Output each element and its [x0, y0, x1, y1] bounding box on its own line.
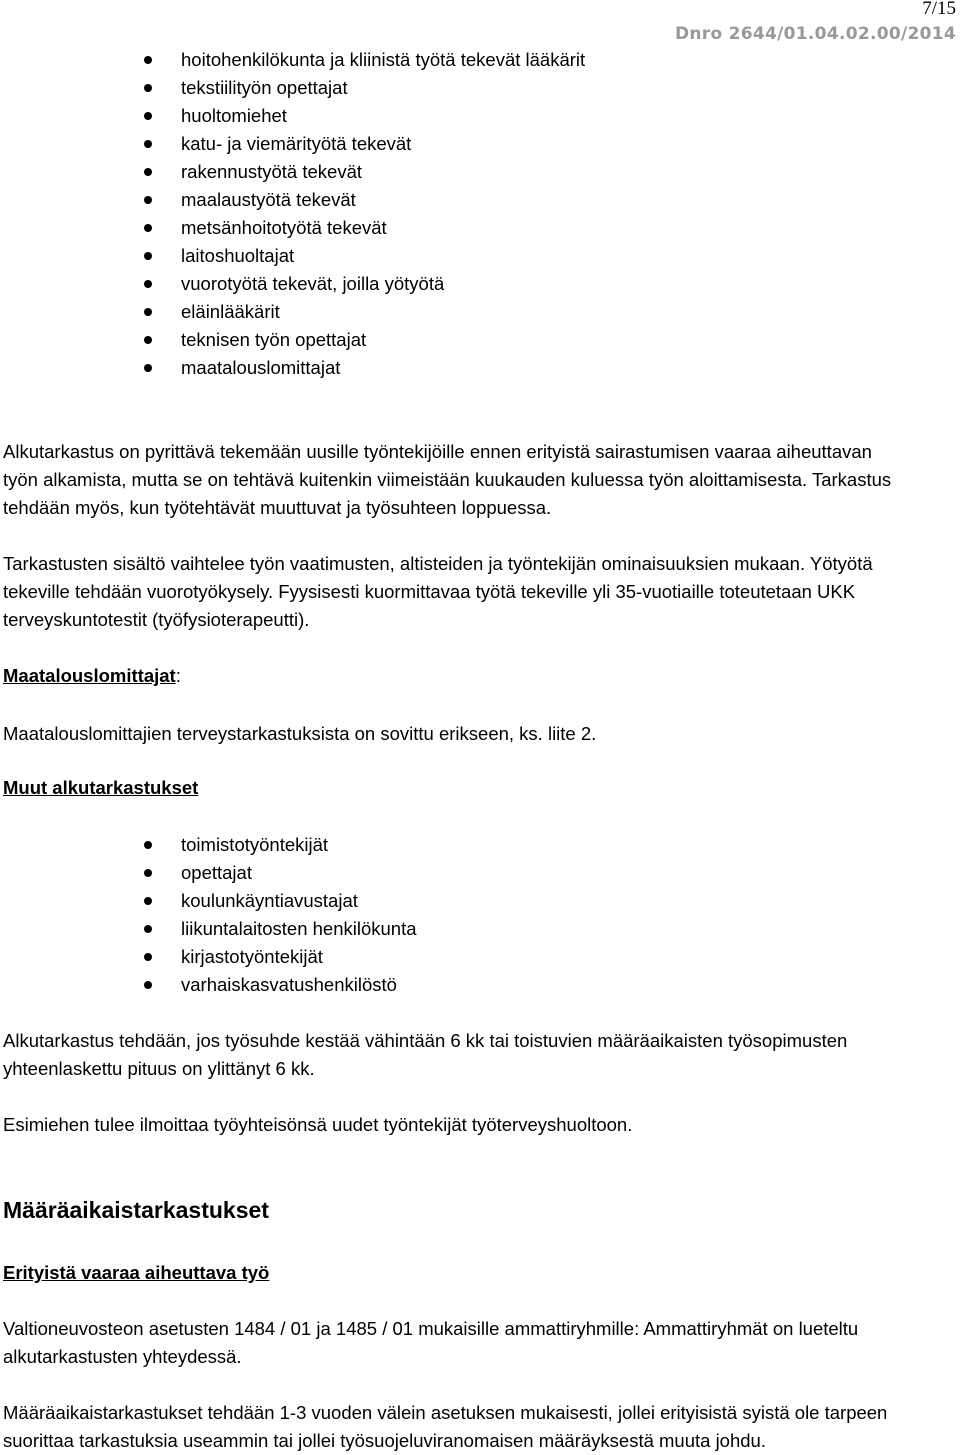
paragraph-valtioneuvoston-asetus: [3, 1315, 953, 1371]
page-number: 7/15: [922, 0, 956, 19]
list-item: katu- ja viemärityötä tekevät: [0, 130, 585, 158]
text-line: Alkutarkastus tehdään, jos työsuhde kestää vähintään 6 kk tai toistuvien määräaikaisten työsopimusten: [3, 1030, 848, 1051]
heading-maatalouslomittajat: [3, 662, 953, 690]
paragraph-esimiehen: Esimiehen tulee ilmoittaa työyhteisönsä uudet työntekijät työterveyshuoltoon.: [3, 1114, 633, 1135]
list-item: kirjastotyöntekijät: [0, 943, 417, 971]
list-item: opettajat: [0, 859, 417, 887]
heading-muut-alkutarkastukset: Muut alkutarkastukset: [3, 777, 199, 798]
list-item: tekstiilityön opettajat: [0, 74, 585, 102]
heading-colon: :: [175, 665, 181, 686]
paragraph-tyosuhde: [3, 1027, 953, 1083]
text-line: terveyskuntotestit (työfysioterapeutti).: [3, 609, 310, 630]
list-item: eläinlääkärit: [0, 298, 585, 326]
heading-maaraaikaistarkastukset: Määräaikaistarkastukset: [3, 1197, 269, 1223]
list-item: varhaiskasvatushenkilöstö: [0, 971, 417, 999]
document-reference: Dnro 2644/01.04.02.00/2014: [674, 24, 956, 44]
list-item: koulunkäyntiavustajat: [0, 887, 417, 915]
paragraph-tarkastusten-sisalto: [3, 550, 953, 634]
list-item: hoitohenkilökunta ja kliinistä työtä tekevät lääkärit: [0, 46, 585, 74]
text-line: Tarkastusten sisältö vaihtelee työn vaatimusten, altisteiden ja työntekijän ominaisuuksien mukaan. Yötyötä: [3, 553, 873, 574]
list-item: huoltomiehet: [0, 102, 585, 130]
occupation-list: [0, 46, 585, 382]
list-item: liikuntalaitosten henkilökunta: [0, 915, 417, 943]
text-line: yhteenlaskettu pituus on ylittänyt 6 kk.: [3, 1058, 315, 1079]
text-line: työn alkamista, mutta se on tehtävä kuitenkin viimeistään kuukauden kuluessa työn aloittamisesta. Tarkastus: [3, 469, 892, 490]
text-line: Määräaikaistarkastukset tehdään 1-3 vuoden välein asetuksen mukaisesti, jollei erityisistä syistä ole tarpeen: [3, 1402, 888, 1423]
paragraph-alkutarkastus: [3, 438, 953, 522]
list-item: rakennustyötä tekevät: [0, 158, 585, 186]
occupation-list-other: [0, 831, 417, 999]
text-line: Valtioneuvosteon asetusten 1484 / 01 ja 1485 / 01 mukaisille ammattiryhmille: Ammattiryhmät on lueteltu: [3, 1318, 859, 1339]
list-item: maalaustyötä tekevät: [0, 186, 585, 214]
list-item: toimistotyöntekijät: [0, 831, 417, 859]
text-line: tekeville tehdään vuorotyökysely. Fyysisesti kuormittavaa työtä tekeville yli 35-vuotiaille toteutetaan UKK: [3, 581, 856, 602]
text-line: Alkutarkastus on pyrittävä tekemään uusille työntekijöille ennen erityistä sairastumisen vaaraa aiheuttavan: [3, 441, 872, 462]
paragraph-maaraaikaistarkastukset: [3, 1399, 953, 1455]
heading-erityista-vaaraa: Erityistä vaaraa aiheuttava työ: [3, 1262, 270, 1283]
list-item: laitoshuoltajat: [0, 242, 585, 270]
text-line: suorittaa tarkastuksia useammin tai jollei työsuojeluviranomaisen määräyksestä muuta johdu.: [3, 1430, 766, 1451]
heading-text: Maatalouslomittajat: [3, 665, 176, 686]
list-item: metsänhoitotyötä tekevät: [0, 214, 585, 242]
list-item: maatalouslomittajat: [0, 354, 585, 382]
list-item: vuorotyötä tekevät, joilla yötyötä: [0, 270, 585, 298]
text-line: alkutarkastusten yhteydessä.: [3, 1346, 242, 1367]
text-line: tehdään myös, kun työtehtävät muuttuvat ja työsuhteen loppuessa.: [3, 497, 552, 518]
paragraph-maatalouslomittajien: Maatalouslomittajien terveystarkastuksista on sovittu erikseen, ks. liite 2.: [3, 723, 597, 744]
list-item: teknisen työn opettajat: [0, 326, 585, 354]
